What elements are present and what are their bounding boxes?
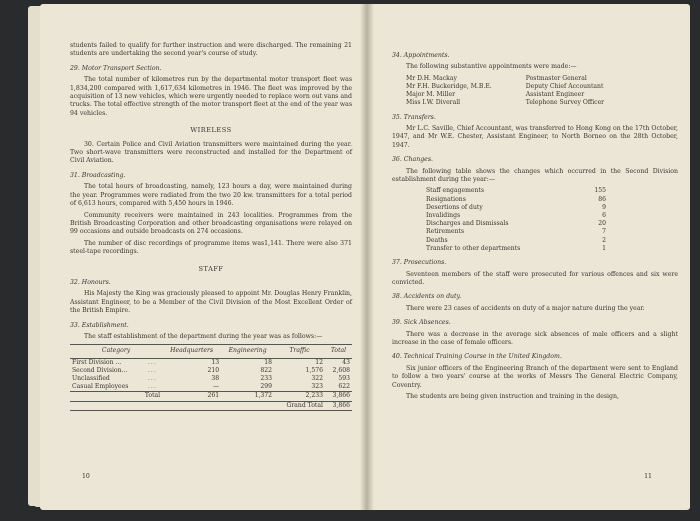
section-40-paragraph-1: Six junior officers of the Engineering Branch of the department were sent to England to follow a two years' course at the works of Messrs The General Electric Company, Coventry. (392, 364, 678, 389)
wireless-title: WIRELESS (190, 126, 232, 135)
table-row (406, 99, 608, 107)
header-engineering: Engineering (221, 345, 274, 358)
table-row (406, 91, 608, 99)
appointee-title: Postmaster General (525, 74, 587, 82)
section-38-text: There were 23 cases of accidents on duty of a major nature during the year. (406, 304, 645, 312)
row-headquarters: 38 (211, 374, 220, 382)
row-dots: ... (148, 374, 157, 382)
change-value: 1 (602, 244, 606, 252)
table-row (426, 196, 606, 204)
intro-paragraph: students failed to qualify for further instruction and were discharged. The remaining 21 students are undertaking the second year's course of study. (70, 42, 352, 58)
table-row (426, 187, 606, 195)
table-row (406, 83, 608, 91)
section-32-heading: 32. Honours. (70, 278, 111, 286)
row-headquarters: — (213, 383, 220, 391)
left-page-number: 10 (82, 473, 90, 480)
open-book (10, 4, 693, 516)
row-dots: ... (148, 358, 157, 366)
table-row (426, 204, 606, 212)
section-33-text: The staff establishment of the department during the year was as follows:— (84, 332, 323, 340)
section-31-paragraph-1: The total hours of broadcasting, namely, 123 hours a day, were maintained during the year. Programmes were radiated from the two 20 kw. transmitters for a total period of 6,613 hours, compared with 5,450 hours in 1946. (70, 183, 352, 208)
table-row (70, 383, 352, 392)
changes-table (426, 187, 606, 253)
change-label: Staff engagements (426, 187, 484, 195)
total-label: Total (70, 392, 162, 401)
appointee-name: Mr D.H. Mackay (406, 74, 457, 82)
row-engineering: 233 (260, 374, 273, 382)
section-38-heading: 38. Accidents on duty. (392, 293, 462, 301)
row-category: First Division ... (72, 358, 122, 366)
section-34-text: The following substantive appointments were made:— (406, 63, 577, 71)
table-row (70, 375, 352, 383)
section-29-heading: 29. Motor Transport Section. (70, 64, 162, 72)
appointee-title: Deputy Chief Accountant (525, 83, 604, 91)
table-row (426, 228, 606, 236)
row-traffic: 1,576 (305, 366, 323, 374)
total-engineering: 1,372 (221, 392, 274, 401)
row-category: Unclassified (72, 374, 110, 382)
total-total: 3,866 (325, 392, 352, 401)
row-traffic: 323 (311, 383, 323, 391)
section-39-text: There was a decrease in the average sick absences of male officers and a slight increase in the case of female officers. (392, 330, 678, 346)
row-traffic: 12 (315, 358, 323, 366)
table-row (426, 220, 606, 228)
table-row (70, 358, 352, 367)
section-36-text: The following table shows the changes which occurred in the Second Division establishment during the year:— (392, 167, 678, 184)
section-39-heading: 39. Sick Absences. (392, 319, 451, 327)
section-31-paragraph-2: Community receivers were maintained in 243 localities. Programmes from the British Broadcasting Corporation and other broadcasting organisations were relayed on 99 occasions and outside broadcasts on 274 occasions. (70, 211, 352, 236)
section-35-heading: 35. Transfers. (392, 113, 436, 121)
change-label: Resignations (426, 195, 466, 203)
section-35-text: Mr L.C. Saville, Chief Accountant, was transferred to Hong Kong on the 17th October, 1947, and Mr W.E. Chester, Assistant Engineer, to North Borneo on the 28th October, 1947. (392, 125, 678, 149)
header-total: Total (325, 345, 352, 358)
staff-title: STAFF (198, 264, 224, 273)
change-value: 7 (602, 228, 606, 236)
row-traffic: 322 (311, 374, 323, 382)
row-headquarters: 210 (207, 366, 220, 374)
change-label: Discharges and Dismissals (426, 220, 509, 228)
section-40-paragraph-2: The students are being given instruction and training in the design, (406, 392, 619, 400)
change-label: Retirements (426, 228, 464, 236)
table-row (70, 367, 352, 375)
section-36-heading: 36. Changes. (392, 156, 433, 164)
total-row (70, 392, 352, 401)
change-label: Transfer to other departments (426, 244, 521, 252)
change-value: 9 (602, 203, 606, 211)
right-page-number: 11 (644, 473, 652, 480)
change-value: 155 (594, 187, 606, 195)
section-40-heading: 40. Technical Training Course in the United Kingdom. (392, 353, 562, 361)
table-row (426, 245, 606, 253)
row-dots: ... (148, 366, 157, 374)
row-total: 2,608 (332, 366, 350, 374)
left-page (40, 4, 366, 510)
right-page-content (392, 52, 678, 404)
grand-total-row (70, 401, 352, 410)
total-headquarters: 261 (162, 392, 221, 401)
right-page (366, 4, 690, 510)
section-29-text: The total number of kilometres run by the departmental motor transport fleet was 1,834,200 compared with 1,617,634 kilometres in 1946. The fleet was improved by the acquisition of 13 new vehicles, which were urgently needed to replace worn out vans and trucks. The total effective strength of the motor transport fleet at the end of the year was 94 vehicles. (70, 76, 352, 117)
row-total: 43 (342, 358, 350, 366)
grand-total-label: Grand Total (274, 401, 325, 410)
row-engineering: 822 (260, 366, 273, 374)
table-row (426, 212, 606, 220)
change-value: 6 (602, 212, 606, 220)
table-row (406, 75, 608, 83)
section-30-text: 30. Certain Police and Civil Aviation transmitters were maintained during the year. Two short-wave transmitters were reconstructed and installed for the Department of Civil Aviation. (70, 140, 352, 165)
row-total: 593 (338, 374, 350, 382)
appointee-title: Telephone Survey Officer (525, 99, 605, 107)
appointee-title: Assistant Engineer (525, 91, 585, 99)
left-page-content (70, 42, 352, 411)
row-dots: ... (148, 383, 157, 391)
change-value: 86 (598, 195, 606, 203)
row-headquarters: 13 (211, 358, 220, 366)
change-label: Desertions of duty (426, 203, 483, 211)
change-label: Deaths (426, 236, 448, 244)
appointee-name: Major M. Miller (406, 91, 455, 99)
change-value: 2 (602, 236, 606, 244)
appointments-table (406, 75, 608, 108)
change-label: Invalidings (426, 212, 461, 220)
table-row (426, 237, 606, 245)
total-traffic: 2,233 (274, 392, 325, 401)
table-header-row (70, 345, 352, 358)
section-32-text: His Majesty the King was graciously pleased to appoint Mr. Douglas Henry Franklin, Assistant Engineer, to be a Member of the Civil Division of the Most Excellent Order of the British Empire. (70, 290, 352, 315)
appointee-name: Mr F.H. Buckeridge, M.B.E. (406, 83, 492, 91)
change-value: 20 (598, 220, 606, 228)
staff-establishment-table (70, 344, 352, 410)
section-33-heading: 33. Establishment. (70, 321, 129, 329)
section-37-heading: 37. Prosecutions. (392, 259, 447, 267)
grand-total-value: 3,866 (325, 401, 352, 410)
section-34-heading: 34. Appointments. (392, 52, 450, 59)
row-total: 622 (338, 383, 350, 391)
row-category: Casual Employees (72, 383, 129, 391)
header-headquarters: Headquarters (162, 345, 221, 358)
row-engineering: 18 (264, 358, 273, 366)
book-gutter (360, 4, 374, 510)
section-37-text: Seventeen members of the staff were prosecuted for various offences and six were convicted. (392, 270, 678, 286)
section-31-paragraph-3: The number of disc recordings of programme items was1,141. There were also 371 steel-tape recordings. (70, 239, 352, 256)
header-category: Category (70, 345, 162, 358)
header-traffic: Traffic (274, 345, 325, 358)
appointee-name: Miss I.W. Diverall (406, 99, 461, 107)
row-engineering: 299 (260, 383, 273, 391)
row-category: Second Division... (72, 366, 128, 374)
section-31-heading: 31. Broadcasting. (70, 171, 126, 179)
